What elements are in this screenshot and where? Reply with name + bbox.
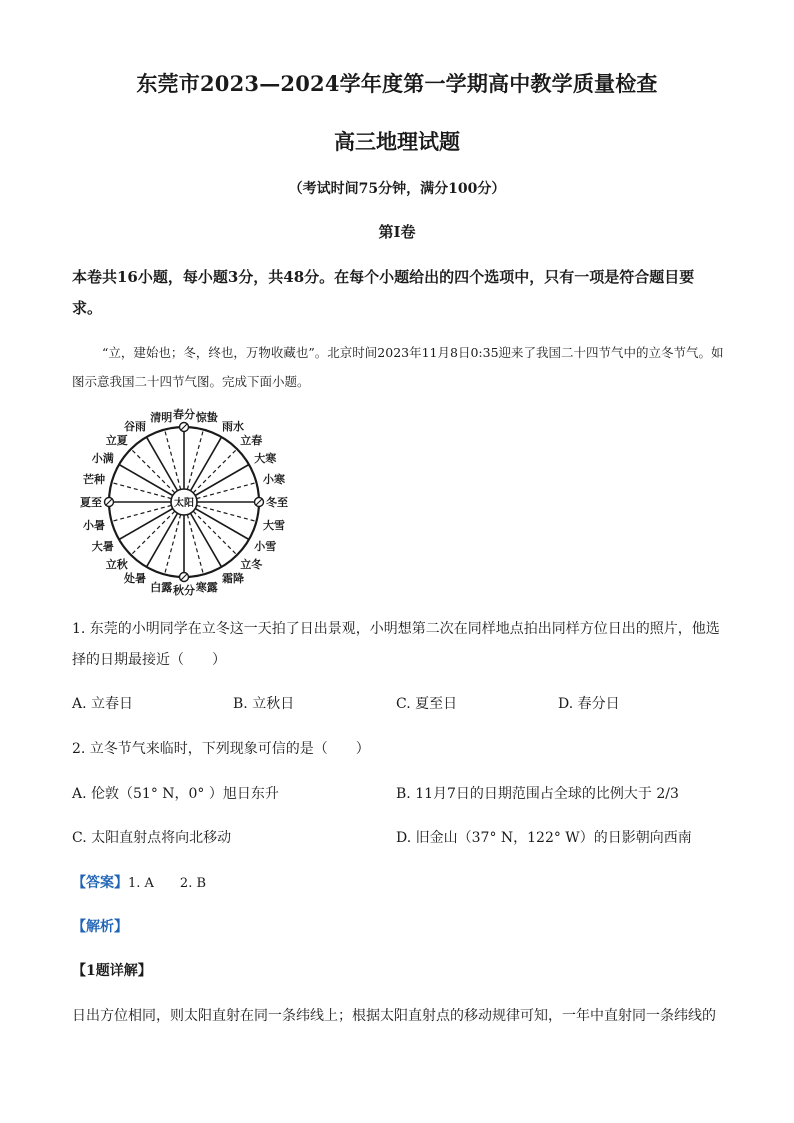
solar-term-label: 大雪 [263,518,286,532]
detail-heading: 【1题详解】 [72,963,152,979]
solar-term-label: 立夏 [105,433,128,447]
q1-option-b: B. 立秋日 [233,696,295,712]
q2-option-d: D. 旧金山（37° N，122° W）的日影朝向西南 [396,830,692,846]
solar-term-label: 立春 [240,433,263,447]
term-ray [197,483,257,499]
detail-text: 日出方位相同，则太阳直射在同一条纬线上；根据太阳直射点的移动规律可知，一年中直射同一条纬线的 [72,1008,716,1024]
term-ray [112,483,172,499]
solar-term-label: 处暑 [124,572,146,586]
solar-terms-diagram [80,405,296,600]
solar-term-label: 雨水 [222,419,244,433]
passage-text: “立，建始也；冬，终也，万物收藏也”。北京时间2023年11月8日0:35迎来了我国二十四节气中的立冬节气。如图示意我国二十四节气图。完成下面小题。 [72,345,724,389]
term-ray [112,505,172,521]
term-ray [193,511,237,555]
answer-tag: 【答案】 [72,875,128,891]
solar-term-label: 夏至 [80,496,102,509]
solar-term-label: 小寒 [263,473,286,487]
solar-term-label: 小雪 [254,540,277,553]
term-ray [165,430,181,490]
solar-term-label: 大暑 [91,540,114,553]
solar-term-label: 春分 [173,408,195,421]
q1-option-c: C. 夏至日 [396,696,458,712]
solar-term-label: 清明 [150,410,173,424]
solar-term-label: 谷雨 [124,419,146,433]
solar-term-label: 秋分 [173,584,195,597]
answer-line [72,872,206,892]
solar-term-label: 白露 [150,581,173,595]
solar-term-label: 寒露 [195,581,218,595]
q1-option-d: D. 春分日 [558,696,620,712]
solar-term-label: 立秋 [105,558,128,572]
page-subtitle: 高三地理试题 [334,129,460,154]
term-ray [187,515,203,575]
solar-term-label: 大寒 [254,452,277,465]
instructions: 本卷共16小题，每小题3分，共48分。在每个小题给出的四个选项中，只有一项是符合题目要求。 [72,268,695,317]
q1-option-a: A. 立春日 [72,696,134,712]
term-ray [193,449,237,493]
term-ray [131,449,175,493]
solar-term-label: 惊蛰 [195,410,218,424]
solar-term-label: 小暑 [82,518,105,532]
sun-label: 太阳 [174,498,194,509]
question-2-stem: 2. 立冬节气来临时，下列现象可信的是（ ） [72,741,370,757]
solar-term-label: 冬至 [266,496,288,509]
solar-term-label: 小满 [91,452,114,465]
solar-term-label: 立冬 [240,558,263,572]
q2-option-a: A. 伦敦（51° N，0° ）旭日东升 [72,786,279,802]
q2-option-b: B. 11月7日的日期范围占全球的比例大于 2/3 [396,786,679,802]
page-title: 东莞市2023—2024学年度第一学期高中教学质量检查 [136,71,658,96]
solar-term-label: 霜降 [222,572,244,586]
question-1-stem: 1. 东莞的小明同学在立冬这一天拍了日出景观，小明想第二次在同样地点拍出同样方位日出的照片，他选择的日期最接近（ ） [72,621,720,668]
answer-text: 1. A 2. B [128,876,207,891]
passage [72,338,724,396]
term-ray [187,430,203,490]
volume-label: 第I卷 [378,223,416,241]
term-ray [197,505,257,521]
q2-option-c: C. 太阳直射点将向北移动 [72,830,232,846]
term-ray [165,515,181,575]
analysis-tag: 【解析】 [72,919,128,935]
exam-info: （考试时间75分钟，满分100分） [288,181,506,197]
term-ray [131,511,175,555]
solar-term-label: 芒种 [82,473,105,487]
